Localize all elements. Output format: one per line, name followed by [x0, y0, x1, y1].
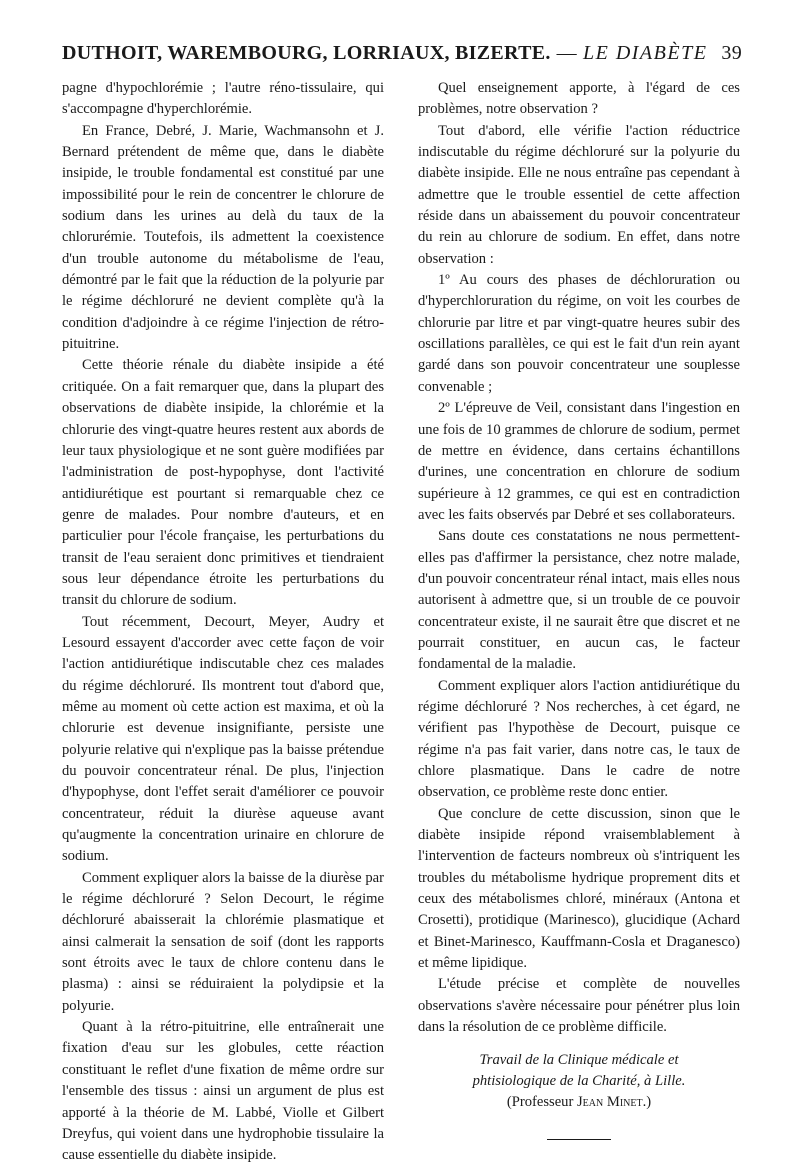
left-column: [62, 78, 384, 1167]
credit-professor-suffix: .): [642, 1094, 652, 1111]
right-column: [418, 78, 740, 1140]
paragraph: Tout d'abord, elle vérifie l'action réductrice indiscutable du régime déchloruré sur la polyurie du diabète insipide. Elle ne nous entraîne pas cependant à admettre que le trouble essentiel de cette affection réside dans un abaissement du pouvoir concentrateur du rein au chlorure de sodium. En effet, dans notre observation :: [418, 122, 740, 267]
paragraph: Quant à la rétro-pituitrine, elle entraînerait une fixation d'eau sur les globules, cette réaction constituant le reflet d'une fixation de même ordre sur l'ensemble des tissus : ainsi un argument de plus est apporté à la théorie de M. Labbé, Violle et Gilbert Dreyfus, qui voient dans une hydrophobie tissulaire la cause essentielle du diabète insipide.: [62, 1019, 384, 1164]
paragraph: Sans doute ces constatations ne nous permettent-elles pas d'affirmer la persistance, chez notre malade, d'un pouvoir concentrateur rénal intact, mais elles nous autorisent à admettre que, si un trouble de ce pouvoir concentrateur existe, il ne saurait être que discret et ne pourrait constituer, en aucun cas, le facteur fondamental de la maladie.: [418, 528, 740, 673]
paragraph: Quel enseignement apporte, à l'égard de ces problèmes, notre observation ?: [418, 80, 740, 118]
institution-credit: [418, 1050, 740, 1113]
paragraph: Comment expliquer alors la baisse de la diurèse par le régime déchloruré ? Selon Decourt, le régime déchloruré abaisserait la chlorémie plasmatique et ainsi calmerait la sensation de soif (dont les rapports sont étroits avec le taux de chlore contenu dans le plasma) : ainsi se réduiraient la polydipsie et la polyurie.: [62, 869, 384, 1014]
paragraph: En France, Debré, J. Marie, Wachmansohn et J. Bernard prétendent de même que, dans le diabète insipide, le trouble fondamental est constitué par une impossibilité pour le rein de concentrer le chlorure de sodium dans les urines au delà du taux de la chlorurémie. Toutefois, ils admettent la coexistence d'un trouble autonome du métabolisme de l'eau, démontré par le fait que la réduction de la polyurie par le régime déchloruré ne devient complète qu'à la condition d'adjoindre à ce régime l'injection de rétro-pituitrine.: [62, 122, 384, 353]
paragraph: pagne d'hypochlorémie ; l'autre réno-tissulaire, qui s'accompagne d'hyperchlorémie.: [62, 80, 384, 118]
credit-professor-prefix: (Professeur: [506, 1094, 577, 1111]
paragraph: Tout récemment, Decourt, Meyer, Audry et Lesourd essayent d'accorder avec cette façon de voir l'action antidiurétique indiscutable chez ces malades du régime déchloruré. Ils montrent tout d'abord que, même au moment où cette action est maxima, et où la chlorurie est devenue insignifiante, persiste une polyurie relative qui n'explique pas la baisse prétendue du pouvoir concentrateur rénal. De plus, l'injection d'hypophyse, dont l'effet serait d'améliorer ce pouvoir concentrateur, réduit la diurèse aqueuse avant qu'augmente la concentration urinaire en chlorure de sodium.: [62, 613, 384, 865]
header-authors: DUTHOIT, WAREMBOURG, LORRIAUX, BIZERTE.: [62, 42, 551, 64]
page-number: 39: [721, 42, 742, 64]
paragraph: L'étude précise et complète de nouvelles observations s'avère nécessaire pour pénétrer plus loin dans la résolution de ce problème difficile.: [418, 976, 740, 1036]
running-header: [62, 42, 742, 74]
paragraph: Cette théorie rénale du diabète insipide a été critiquée. On a fait remarquer que, dans la plupart des observations de diabète insipide, la chlorémie et la chlorurie des vingt-quatre heures restent aux abords de leur taux physiologique et ne sont guère modifiées par l'administration de post-hypophyse, dont l'activité antidiurétique est pourtant si remarquable chez ce genre de malades. Pour nombre d'auteurs, et en particulier pour l'école française, les perturbations du transit de l'eau seraient donc primitives et tiendraient sous leur dépendance étroite les perturbations du transit du chlorure de sodium.: [62, 357, 384, 609]
credit-institution-line: phtisiologique de la Charité, à Lille.: [472, 1073, 686, 1090]
credit-professor: [418, 1092, 740, 1113]
credit-professor-name: Jean Minet: [576, 1094, 643, 1111]
paragraph: 1º Au cours des phases de déchloruration ou d'hyperchloruration du régime, on voit les courbes de chlorurie par litre et par vingt-quatre heures subir des oscillations parallèles, ce qui est le fait d'un rein ayant gardé dans son pouvoir concentrateur une souplesse convenable ;: [418, 272, 740, 395]
paragraph: 2º L'épreuve de Veil, consistant dans l'ingestion en une fois de 10 grammes de chlorure de sodium, permet de mettre en évidence, dans certains échantillons d'urines, une concentration en chlorure de sodium supérieure à 12 grammes, ce qui est en contradiction avec les faits observés par Debré et ses collaborateurs.: [418, 400, 740, 523]
closing-rule: [547, 1139, 611, 1140]
header-journal-title: LE DIABÈTE: [582, 42, 708, 64]
paragraph: Comment expliquer alors l'action antidiurétique du régime déchloruré ? Nos recherches, à cet égard, ne vérifient pas l'hypothèse de Decourt, puisque ce régime n'a pas fait varier, dans notre cas, le taux de chlore plasmatique. Dans le cadre de notre observation, ce problème reste donc entier.: [418, 677, 740, 801]
credit-institution-line: Travail de la Clinique médicale et: [479, 1052, 679, 1069]
header-dash: —: [556, 42, 577, 64]
paragraph: Que conclure de cette discussion, sinon que le diabète insipide répond vraisemblablement à l'intervention de facteurs nombreux où s'intriquent les troubles du métabolisme hydrique proprement dits et ceux des métabolismes chloré, minéraux (Antona et Crosetti), protidique (Marinesco), glucidique (Achard et Binet-Marinesco, Kauffmann-Cosla et Draganesco) et même lipidique.: [418, 805, 740, 972]
